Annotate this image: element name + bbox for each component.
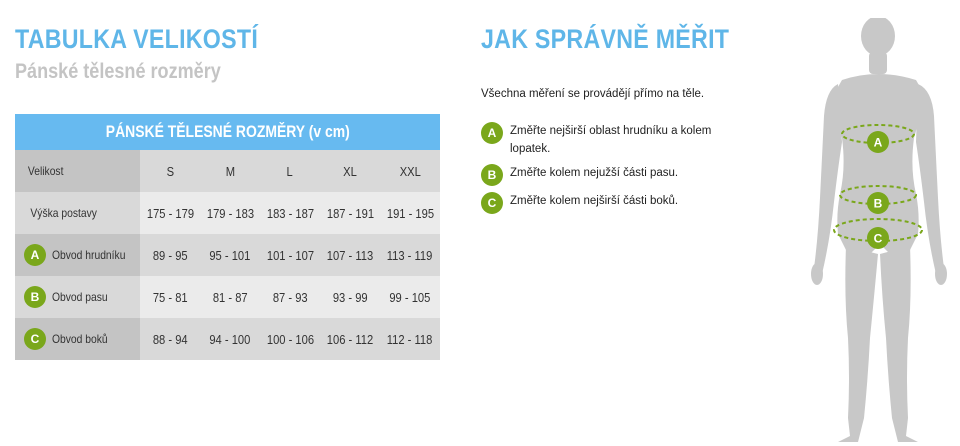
marker-c	[867, 227, 889, 249]
table-cell	[380, 318, 440, 360]
cell-text: 113 - 119	[387, 247, 433, 263]
cell-text: 100 - 106	[266, 331, 314, 347]
row-label	[15, 234, 140, 276]
row-label-text: Obvod boků	[52, 332, 108, 346]
row-label-text: Výška postavy	[30, 206, 97, 220]
cell-text: 179 - 183	[206, 205, 254, 221]
row-label	[15, 192, 140, 234]
table-cell	[260, 234, 320, 276]
size-xxl-text: XXL	[399, 163, 421, 179]
table-cell	[200, 276, 260, 318]
size-s	[140, 150, 200, 192]
table-row-waist	[15, 276, 440, 318]
size-xl-text: XL	[343, 163, 357, 179]
table-cell	[320, 234, 380, 276]
table-cell	[140, 318, 200, 360]
size-table	[15, 114, 440, 360]
table-cell	[260, 318, 320, 360]
measure-item-waist	[481, 164, 741, 186]
cell-text: 93 - 99	[332, 289, 368, 305]
cell-text: 112 - 118	[387, 331, 433, 347]
table-row-chest	[15, 234, 440, 276]
table-row-size	[15, 150, 440, 192]
measure-intro: Všechna měření se provádějí přímo na těle.	[481, 88, 705, 100]
table-row-height	[15, 192, 440, 234]
cell-text: 99 - 105	[389, 289, 431, 305]
badge-b: B	[24, 286, 46, 308]
table-cell	[260, 276, 320, 318]
table-cell	[320, 276, 380, 318]
table-cell	[140, 234, 200, 276]
badge-a: A	[24, 244, 46, 266]
size-xxl	[380, 150, 440, 192]
row-label	[15, 150, 140, 192]
row-label	[15, 318, 140, 360]
table-cell	[200, 192, 260, 234]
cell-text: 183 - 187	[266, 205, 314, 221]
table-cell	[140, 192, 200, 234]
table-cell	[260, 192, 320, 234]
table-cell	[380, 276, 440, 318]
cell-text: 89 - 95	[152, 247, 188, 263]
table-cell	[200, 234, 260, 276]
row-label-text: Velikost	[27, 164, 64, 178]
cell-text: 95 - 101	[209, 247, 251, 263]
cell-text: 94 - 100	[209, 331, 251, 347]
table-cell	[320, 318, 380, 360]
size-l-text: L	[286, 163, 294, 179]
row-label-text: Obvod pasu	[52, 290, 108, 304]
table-cell	[380, 234, 440, 276]
cell-text: 81 - 87	[212, 289, 248, 305]
cell-text: 107 - 113	[326, 247, 374, 263]
size-m	[200, 150, 260, 192]
cell-text: 191 - 195	[386, 205, 434, 221]
badge-c: C	[24, 328, 46, 350]
measure-item-text: Změřte kolem nejširší části boků.	[510, 195, 679, 207]
cell-text: 106 - 112	[326, 331, 374, 347]
badge-c: C	[481, 192, 503, 214]
table-cell	[380, 192, 440, 234]
measure-item-text: Změřte kolem nejužší části pasu.	[510, 167, 679, 179]
size-table-subtitle: Pánské tělesné rozměry	[15, 60, 221, 83]
cell-text: 101 - 107	[266, 247, 314, 263]
cell-text: 187 - 191	[326, 205, 374, 221]
size-xl	[320, 150, 380, 192]
size-l	[260, 150, 320, 192]
table-row-hips	[15, 318, 440, 360]
cell-text: 87 - 93	[272, 289, 308, 305]
cell-text: 175 - 179	[146, 205, 194, 221]
marker-a-text: A	[873, 135, 883, 150]
body-figure	[808, 18, 956, 446]
measure-item-text: Změřte nejširší oblast hrudníku a kolem lopatek.	[510, 125, 712, 155]
badge-a: A	[481, 122, 503, 144]
table-cell	[200, 318, 260, 360]
measure-item-chest	[481, 122, 741, 158]
size-s-text: S	[166, 163, 174, 179]
size-table-title: TABULKA VELIKOSTÍ	[15, 24, 259, 54]
table-header	[15, 114, 440, 150]
marker-a	[867, 131, 889, 153]
size-m-text: M	[225, 163, 235, 179]
marker-b	[867, 192, 889, 214]
row-label-text: Obvod hrudníku	[52, 248, 126, 262]
marker-b-text: B	[873, 196, 883, 211]
row-label	[15, 276, 140, 318]
table-header-text: PÁNSKÉ TĚLESNÉ ROZMĚRY (v cm)	[105, 122, 350, 141]
measure-item-hips	[481, 192, 741, 214]
marker-c-text: C	[873, 231, 883, 246]
table-cell	[320, 192, 380, 234]
cell-text: 88 - 94	[152, 331, 188, 347]
badge-b: B	[481, 164, 503, 186]
table-cell	[140, 276, 200, 318]
cell-text: 75 - 81	[152, 289, 188, 305]
measure-title: JAK SPRÁVNĚ MĚŘIT	[481, 24, 730, 54]
